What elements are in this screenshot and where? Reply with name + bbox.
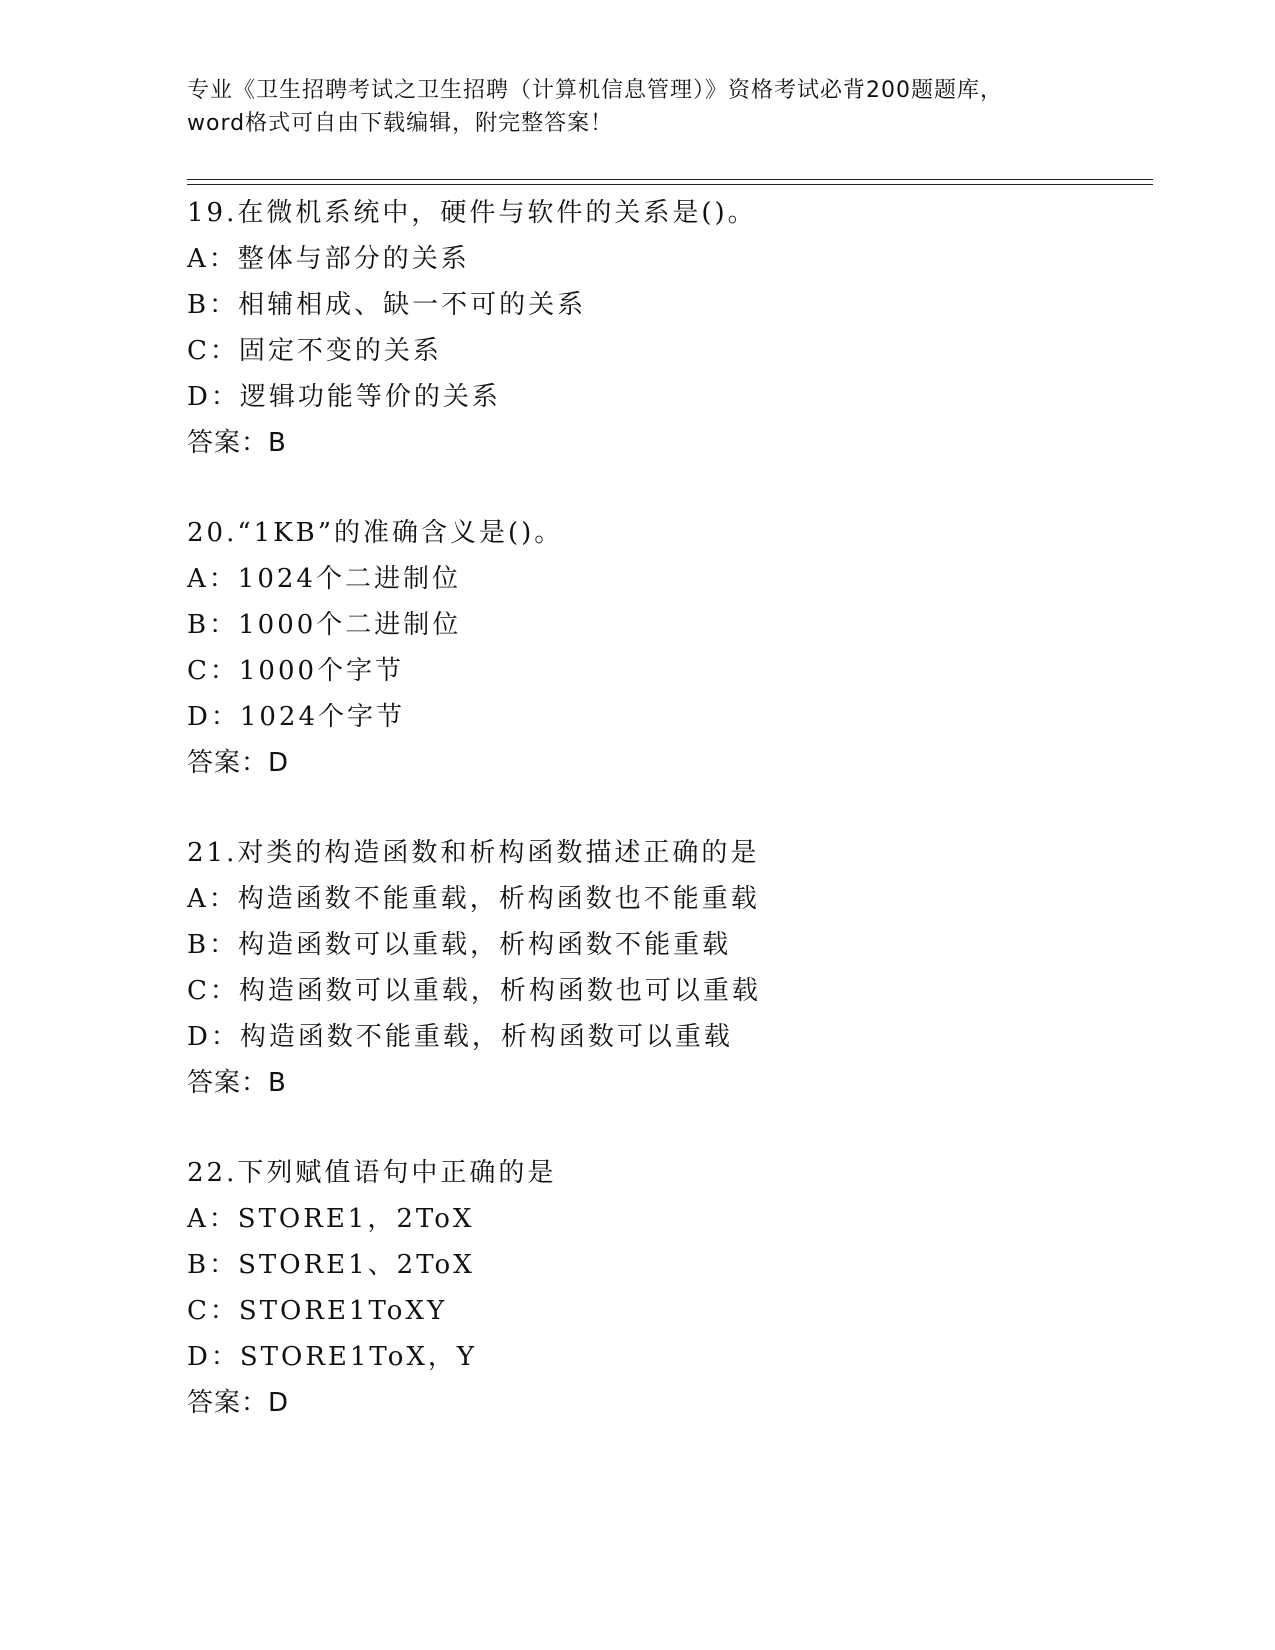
answer-line: 答案：B	[187, 1068, 287, 1098]
question-item	[187, 190, 1147, 466]
option-c: C：构造函数可以重载，析构函数也可以重载	[187, 976, 761, 1006]
option-a: A：1024个二进制位	[187, 564, 461, 594]
option-a: A：STORE1，2ToX	[187, 1204, 475, 1234]
header-line-1: 专业《卫生招聘考试之卫生招聘（计算机信息管理）》资格考试必背200题题库，	[187, 78, 1003, 103]
header-divider-bottom	[187, 184, 1153, 185]
option-a: A：整体与部分的关系	[187, 244, 470, 274]
option-b: B：STORE1、2ToX	[187, 1250, 475, 1280]
option-d: D：逻辑功能等价的关系	[187, 382, 501, 412]
option-c: C：STORE1ToXY	[187, 1296, 448, 1326]
question-item	[187, 510, 1147, 786]
option-b: B：1000个二进制位	[187, 610, 462, 640]
answer-line: 答案：B	[187, 428, 287, 458]
option-d: D：STORE1ToX，Y	[187, 1342, 478, 1372]
header-divider-top	[187, 179, 1153, 180]
question-list	[187, 190, 1147, 1470]
option-b: B：相辅相成、缺一不可的关系	[187, 290, 587, 320]
option-b: B：构造函数可以重载，析构函数不能重载	[187, 930, 732, 960]
header-line-2: word格式可自由下载编辑，附完整答案！	[187, 111, 614, 136]
option-d: D：1024个字节	[187, 702, 406, 732]
option-d: D：构造函数不能重载，析构函数可以重载	[187, 1022, 733, 1052]
option-c: C：固定不变的关系	[187, 336, 442, 366]
question-stem: 19.在微机系统中，硬件与软件的关系是()。	[187, 198, 757, 228]
question-stem: 21.对类的构造函数和析构函数描述正确的是	[187, 838, 760, 868]
question-stem: 22.下列赋值语句中正确的是	[187, 1158, 557, 1188]
option-a: A：构造函数不能重载，析构函数也不能重载	[187, 884, 760, 914]
answer-line: 答案：D	[187, 748, 290, 778]
question-item	[187, 1150, 1147, 1426]
answer-line: 答案：D	[187, 1388, 290, 1418]
question-item	[187, 830, 1147, 1106]
document-header	[187, 74, 1067, 140]
option-c: C：1000个字节	[187, 656, 405, 686]
question-stem: 20.“1KB”的准确含义是()。	[187, 518, 564, 548]
